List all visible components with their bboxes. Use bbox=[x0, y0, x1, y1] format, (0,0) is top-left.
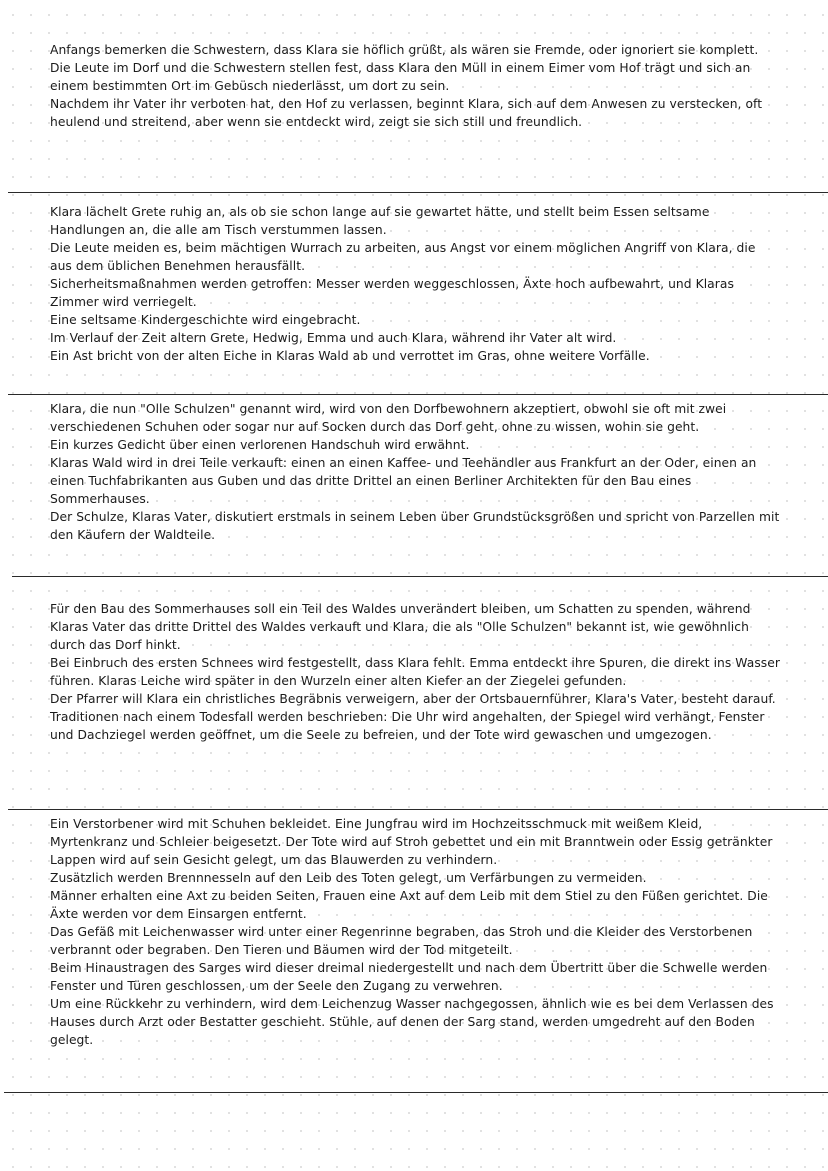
paragraph: Um eine Rückkehr zu verhindern, wird dem Leichenzug Wasser nachgegossen, ähnlich wie es bei dem Verlassen des Hauses durch Arzt oder Bestatter geschieht. Stühle, auf denen der Sarg stand, werden umgedreht auf den Boden gelegt. bbox=[50, 997, 774, 1047]
paragraph: Für den Bau des Sommerhauses soll ein Teil des Waldes unverändert bleiben, um Schatten zu spenden, während Klaras Vater das dritte Drittel des Waldes verkauft und Klara, die als "Olle Schulzen" bekannt ist, wie gewöhnlich durch das Dorf hinkt. bbox=[50, 602, 751, 652]
section-divider bbox=[12, 576, 828, 577]
paragraph: Klaras Wald wird in drei Teile verkauft: einen an einen Kaffee- und Teehändler aus Frankfurt an der Oder, einen an einen Tuchfabrikanten aus Guben und das dritte Drittel an einen Berliner Architekten für den Bau eines Sommerhauses. bbox=[50, 456, 757, 506]
section-divider bbox=[4, 1092, 828, 1093]
paragraph: Nachdem ihr Vater ihr verboten hat, den Hof zu verlassen, beginnt Klara, sich auf dem Anwesen zu verstecken, oft heulend und streitend, aber wenn sie entdeckt wird, zeigt sie sich still und freundlich. bbox=[50, 97, 763, 129]
paragraph: Der Pfarrer will Klara ein christliches Begräbnis verweigern, aber der Ortsbauernführer, Klara's Vater, besteht darauf. bbox=[50, 692, 776, 706]
paragraph: Anfangs bemerken die Schwestern, dass Klara sie höflich grüßt, als wären sie Fremde, oder ignoriert sie komplett. bbox=[50, 43, 759, 57]
paragraph: Beim Hinaustragen des Sarges wird dieser dreimal niedergestellt und nach dem Übertritt über die Schwelle werden Fenster und Türen geschlossen, um der Seele den Zugang zu verwehren. bbox=[50, 961, 768, 993]
paragraph: Bei Einbruch des ersten Schnees wird festgestellt, dass Klara fehlt. Emma entdeckt ihre Spuren, die direkt ins Wasser führen. Klaras Leiche wird später in den Wurzeln einer alten Kiefer an der Ziegelei gefunden. bbox=[50, 656, 780, 688]
summary-section-3 bbox=[50, 400, 780, 544]
paragraph: Zusätzlich werden Brennnesseln auf den Leib des Toten gelegt, um Verfärbungen zu vermeiden. bbox=[50, 871, 647, 885]
paragraph: Männer erhalten eine Axt zu beiden Seiten, Frauen eine Axt auf dem Leib mit dem Stiel zu den Füßen gerichtet. Die Äxte werden vor dem Einsargen entfernt. bbox=[50, 889, 768, 921]
summary-section-2 bbox=[50, 203, 780, 365]
paragraph: Der Schulze, Klaras Vater, diskutiert erstmals in seinem Leben über Grundstücksgrößen und spricht von Parzellen mit den Käufern der Waldteile. bbox=[50, 510, 780, 542]
paragraph: Im Verlauf der Zeit altern Grete, Hedwig, Emma und auch Klara, während ihr Vater alt wird. bbox=[50, 331, 617, 345]
section-divider bbox=[8, 809, 828, 810]
paragraph: Das Gefäß mit Leichenwasser wird unter einer Regenrinne begraben, das Stroh und die Kleider des Verstorbenen verbrannt oder begraben. Den Tieren und Bäumen wird der Tod mitgeteilt. bbox=[50, 925, 753, 957]
summary-section-5 bbox=[50, 815, 780, 1049]
paragraph: Die Leute im Dorf und die Schwestern stellen fest, dass Klara den Müll in einem Eimer vom Hof trägt und sich an einem bestimmten Ort im Gebüsch niederlässt, um dort zu sein. bbox=[50, 61, 751, 93]
section-divider bbox=[8, 192, 828, 193]
paragraph: Ein Ast bricht von der alten Eiche in Klaras Wald ab und verrottet im Gras, ohne weitere Vorfälle. bbox=[50, 349, 650, 363]
paragraph: Klara, die nun "Olle Schulzen" genannt wird, wird von den Dorfbewohnern akzeptiert, obwohl sie oft mit zwei verschiedenen Schuhen oder sogar nur auf Socken durch das Dorf geht, ohne zu wissen, wohin sie geht. bbox=[50, 402, 727, 434]
paragraph: Klara lächelt Grete ruhig an, als ob sie schon lange auf sie gewartet hätte, und stellt beim Essen seltsame Handlungen an, die alle am Tisch verstummen lassen. bbox=[50, 205, 710, 237]
paragraph: Traditionen nach einem Todesfall werden beschrieben: Die Uhr wird angehalten, der Spiegel wird verhängt, Fenster und Dachziegel werden geöffnet, um die Seele zu befreien, und der Tote wird gewaschen und umgezogen. bbox=[50, 710, 765, 742]
summary-section-4 bbox=[50, 600, 780, 744]
paragraph: Sicherheitsmaßnahmen werden getroffen: Messer werden weggeschlossen, Äxte hoch aufbewahrt, und Klaras Zimmer wird verriegelt. bbox=[50, 277, 734, 309]
section-divider bbox=[8, 394, 828, 395]
paragraph: Ein Verstorbener wird mit Schuhen bekleidet. Eine Jungfrau wird im Hochzeitsschmuck mit weißem Kleid, Myrtenkranz und Schleier beigesetzt. Der Tote wird auf Stroh gebettet und ein mit Branntwein oder Essig getränkter Lappen wird auf sein Gesicht gelegt, um das Blauwerden zu verhindern. bbox=[50, 817, 773, 867]
paragraph: Eine seltsame Kindergeschichte wird eingebracht. bbox=[50, 313, 361, 327]
paragraph: Ein kurzes Gedicht über einen verlorenen Handschuh wird erwähnt. bbox=[50, 438, 470, 452]
paragraph: Die Leute meiden es, beim mächtigen Wurrach zu arbeiten, aus Angst vor einem möglichen Angriff von Klara, die aus dem üblichen Benehmen herausfällt. bbox=[50, 241, 756, 273]
summary-section-1 bbox=[50, 41, 780, 131]
